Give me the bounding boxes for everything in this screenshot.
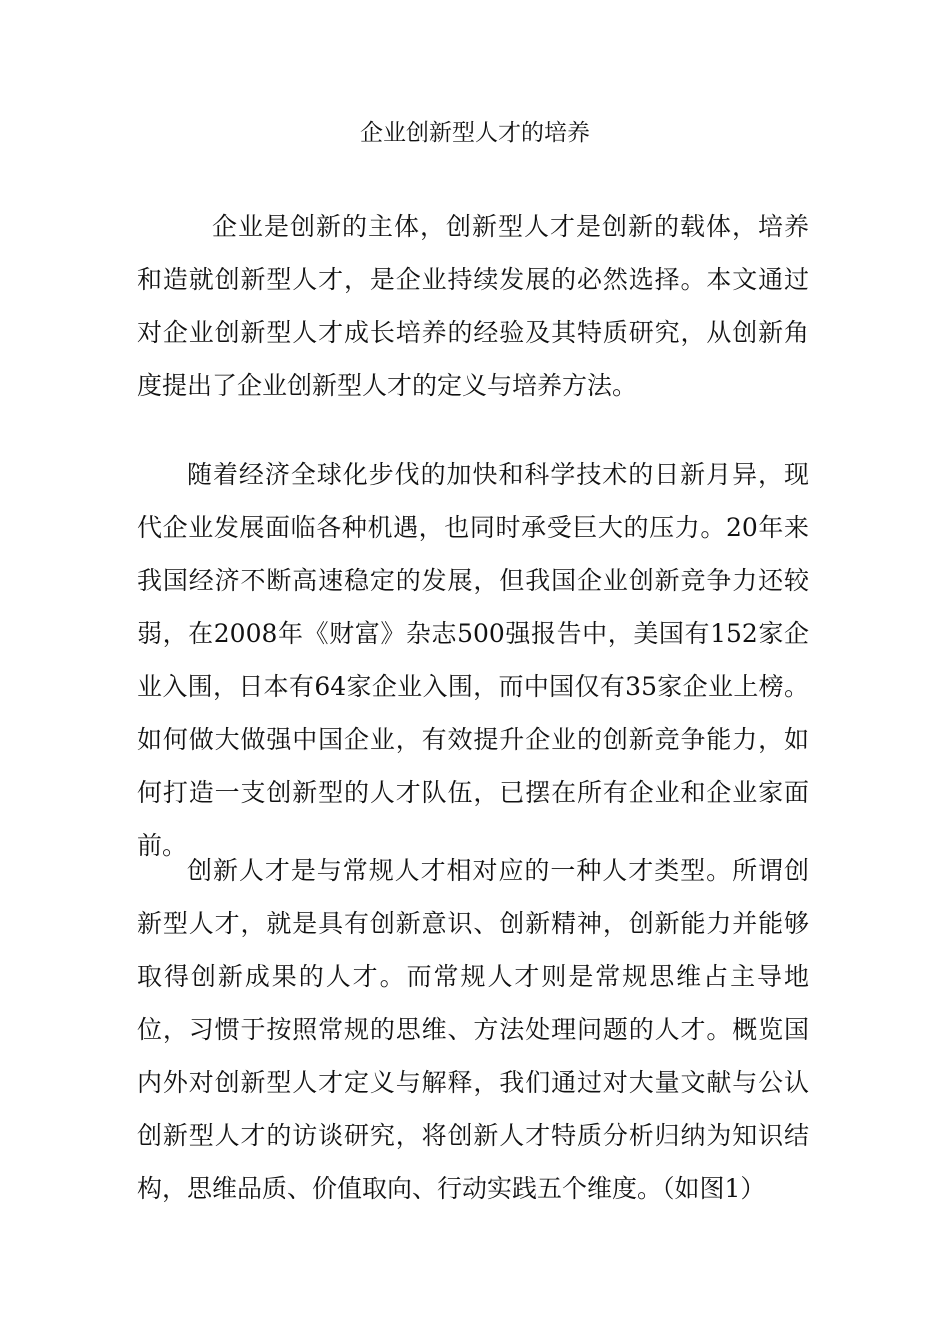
body-paragraph-2: 创新人才是与常规人才相对应的一种人才类型。所谓创新型人才，就是具有创新意识、创新精神，创新能力并能够取得创新成果的人才。而常规人才则是常规思维占主导地位，习惯于按照常规的思维、方法处理问题的人才。概览国内外对创新型人才定义与解释，我们通过对大量文献与公认创新型人才的访谈研究，将创新人才特质分析归纳为知识结构，思维品质、价值取向、行动实践五个维度。（如图1） (137, 856, 809, 1203)
abstract-paragraph: 企业是创新的主体，创新型人才是创新的载体，培养和造就创新型人才，是企业持续发展的必然选择。本文通过对企业创新型人才成长培养的经验及其特质研究，从创新角度提出了企业创新型人才的定义与培养方法。 (137, 212, 809, 400)
body-paragraph-1: 随着经济全球化步伐的加快和科学技术的日新月异，现代企业发展面临各种机遇，也同时承受巨大的压力。20年来我国经济不断高速稳定的发展，但我国企业创新竞争力还较弱，在2008年《财富》杂志500强报告中，美国有152家企业入围，日本有64家企业入围，而中国仅有35家企业上榜。如何做大做强中国企业，有效提升企业的创新竞争能力，如何打造一支创新型的人才队伍，已摆在所有企业和企业家面前。 (137, 460, 809, 860)
document-title: 企业创新型人才的培养 (360, 120, 590, 146)
